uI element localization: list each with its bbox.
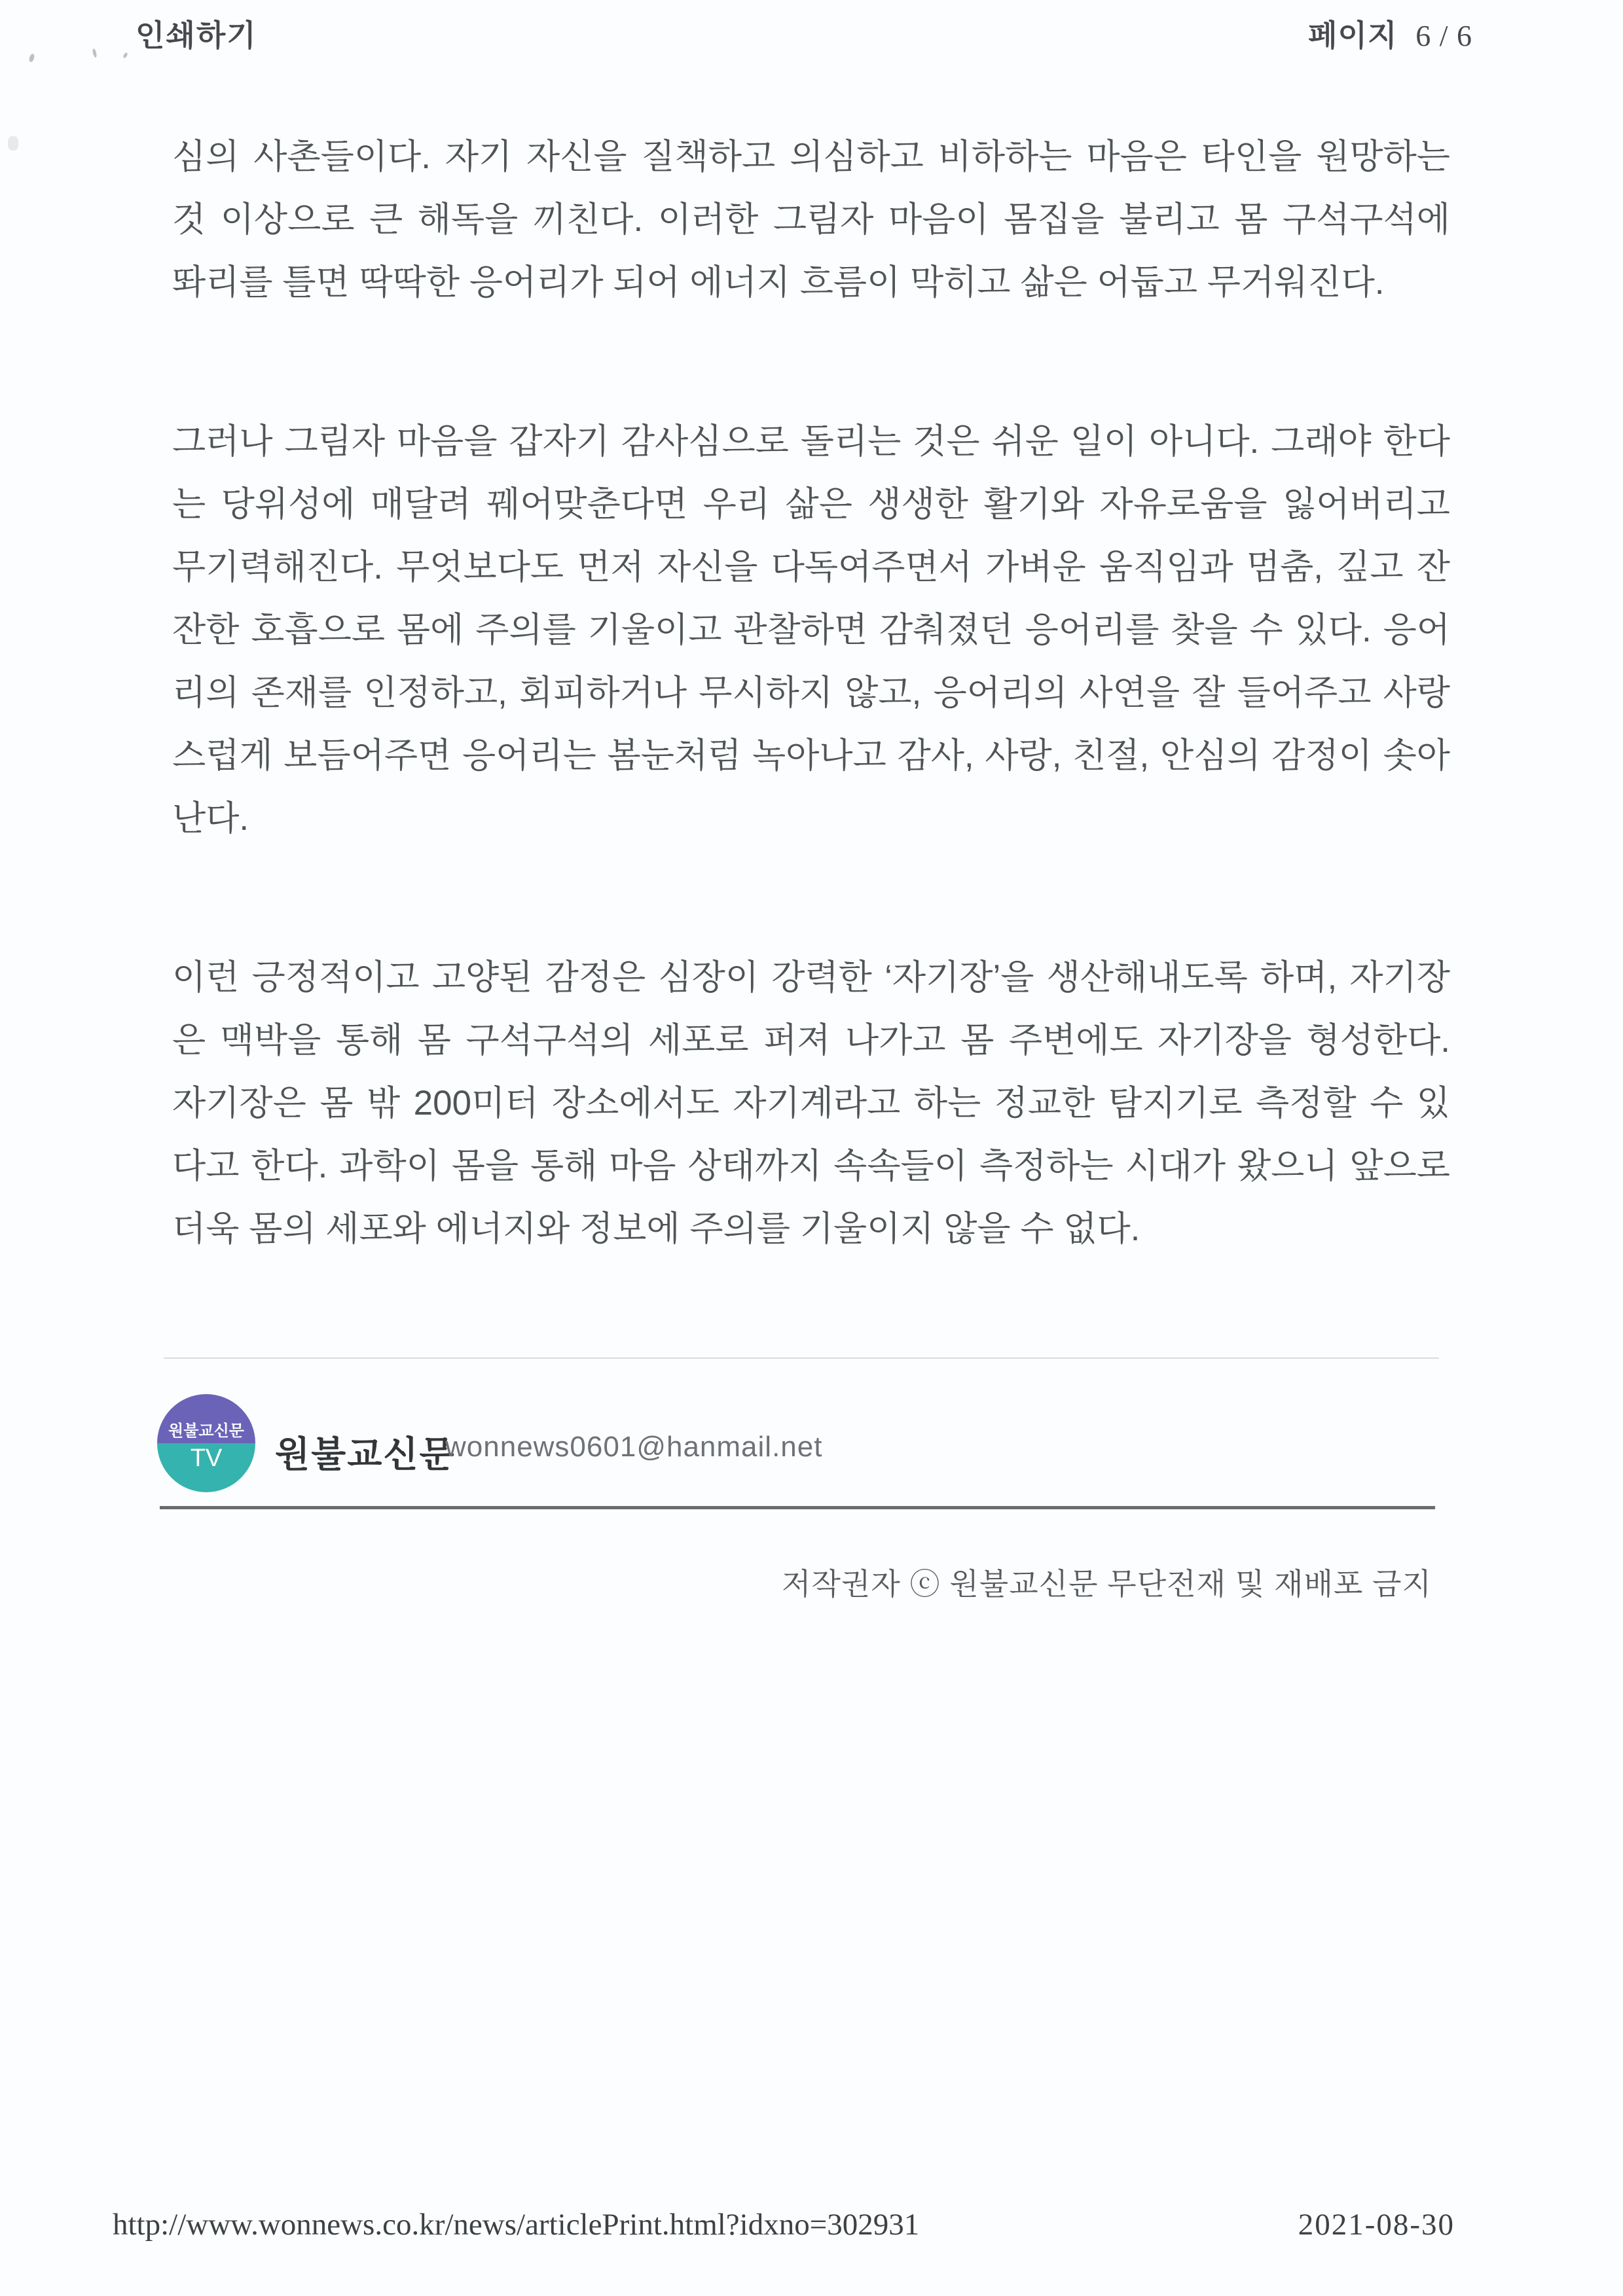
- page-indicator: [1308, 12, 1472, 55]
- text-line: 잔한 호흡으로 몸에 주의를 기울이고 관찰하면 감춰졌던 응어리를 찾을 수 있다. 응어: [172, 611, 1450, 649]
- text-line: 리의 존재를 인정하고, 회피하거나 무시하지 않고, 응어리의 사연을 잘 들어주고 사랑: [172, 673, 1450, 712]
- text-line: 똬리를 틀면 딱딱한 응어리가 되어 에너지 흐름이 막히고 삶은 어둡고 무거워진다.: [172, 263, 1385, 302]
- scan-speck: [122, 52, 128, 58]
- scan-speck: [28, 53, 35, 63]
- text-line: 더욱 몸의 세포와 에너지와 정보에 주의를 기울이지 않을 수 없다.: [172, 1210, 1140, 1248]
- wonnews-tv-logo-icon: [157, 1394, 255, 1492]
- print-title: 인쇄하기: [136, 18, 257, 52]
- text-line: 이런 긍정적이고 고양된 감정은 심장이 강력한 ‘자기장’을 생산해내도록 하며, 자기장: [172, 958, 1450, 997]
- text-line: 스럽게 보듬어주면 응어리는 봄눈처럼 녹아나고 감사, 사랑, 친절, 안심의 감정이 솟아: [172, 736, 1450, 775]
- logo-top-text: 원불교신문: [168, 1422, 244, 1440]
- text-line: 것 이상으로 큰 해독을 끼친다. 이러한 그림자 마음이 몸집을 불리고 몸 구석구석에: [172, 200, 1450, 239]
- text-line: 자기장은 몸 밖 200미터 장소에서도 자기계라고 하는 정교한 탐지기로 측정할 수 있: [172, 1084, 1450, 1122]
- brand-email: wonnews0601@hanmail.net: [445, 1431, 823, 1463]
- footer-source-url: http://www.wonnews.co.kr/news/articlePrint.html?idxno=302931: [113, 2208, 920, 2242]
- text-line: 난다.: [172, 799, 249, 838]
- paragraph: [172, 410, 1450, 850]
- copyright-notice: 저작권자 ⓒ 원불교신문 무단전재 및 재배포 금지: [782, 1567, 1432, 1601]
- text-line: 그러나 그림자 마음을 갑자기 감사심으로 돌리는 것은 쉬운 일이 아니다. 그래야 한다: [172, 422, 1450, 461]
- text-line: 무기력해진다. 무엇보다도 먼저 자신을 다독여주면서 가벼운 움직임과 멈춤, 깊고 잔: [172, 548, 1450, 586]
- paragraph: [172, 946, 1450, 1261]
- byline-top-rule: [164, 1357, 1439, 1359]
- logo-bottom-text: TV: [190, 1444, 223, 1472]
- text-line: 심의 사촌들이다. 자기 자신을 질책하고 의심하고 비하하는 마음은 타인을 원망하는: [172, 137, 1450, 176]
- brand-name: 원불교신문: [275, 1434, 456, 1475]
- logo-top-half: [157, 1394, 255, 1443]
- text-line: 다고 한다. 과학이 몸을 통해 마음 상태까지 속속들이 측정하는 시대가 왔으니 앞으로: [172, 1147, 1450, 1185]
- byline-bottom-rule: [160, 1506, 1435, 1509]
- scan-speck: [8, 136, 18, 151]
- footer-print-date: 2021-08-30: [1298, 2208, 1455, 2242]
- page-indicator-number: 6 / 6: [1415, 19, 1472, 52]
- logo-bottom-half: [157, 1443, 255, 1492]
- page-indicator-word: 페이지: [1308, 18, 1398, 52]
- paragraph: [172, 126, 1450, 314]
- text-line: 는 당위성에 매달려 꿰어맞춘다면 우리 삶은 생생한 활기와 자유로움을 잃어버리고: [172, 485, 1450, 524]
- text-line: 은 맥박을 통해 몸 구석구석의 세포로 퍼져 나가고 몸 주변에도 자기장을 형성한다.: [172, 1021, 1450, 1060]
- article-body: [172, 126, 1450, 1261]
- scan-speck: [92, 48, 97, 58]
